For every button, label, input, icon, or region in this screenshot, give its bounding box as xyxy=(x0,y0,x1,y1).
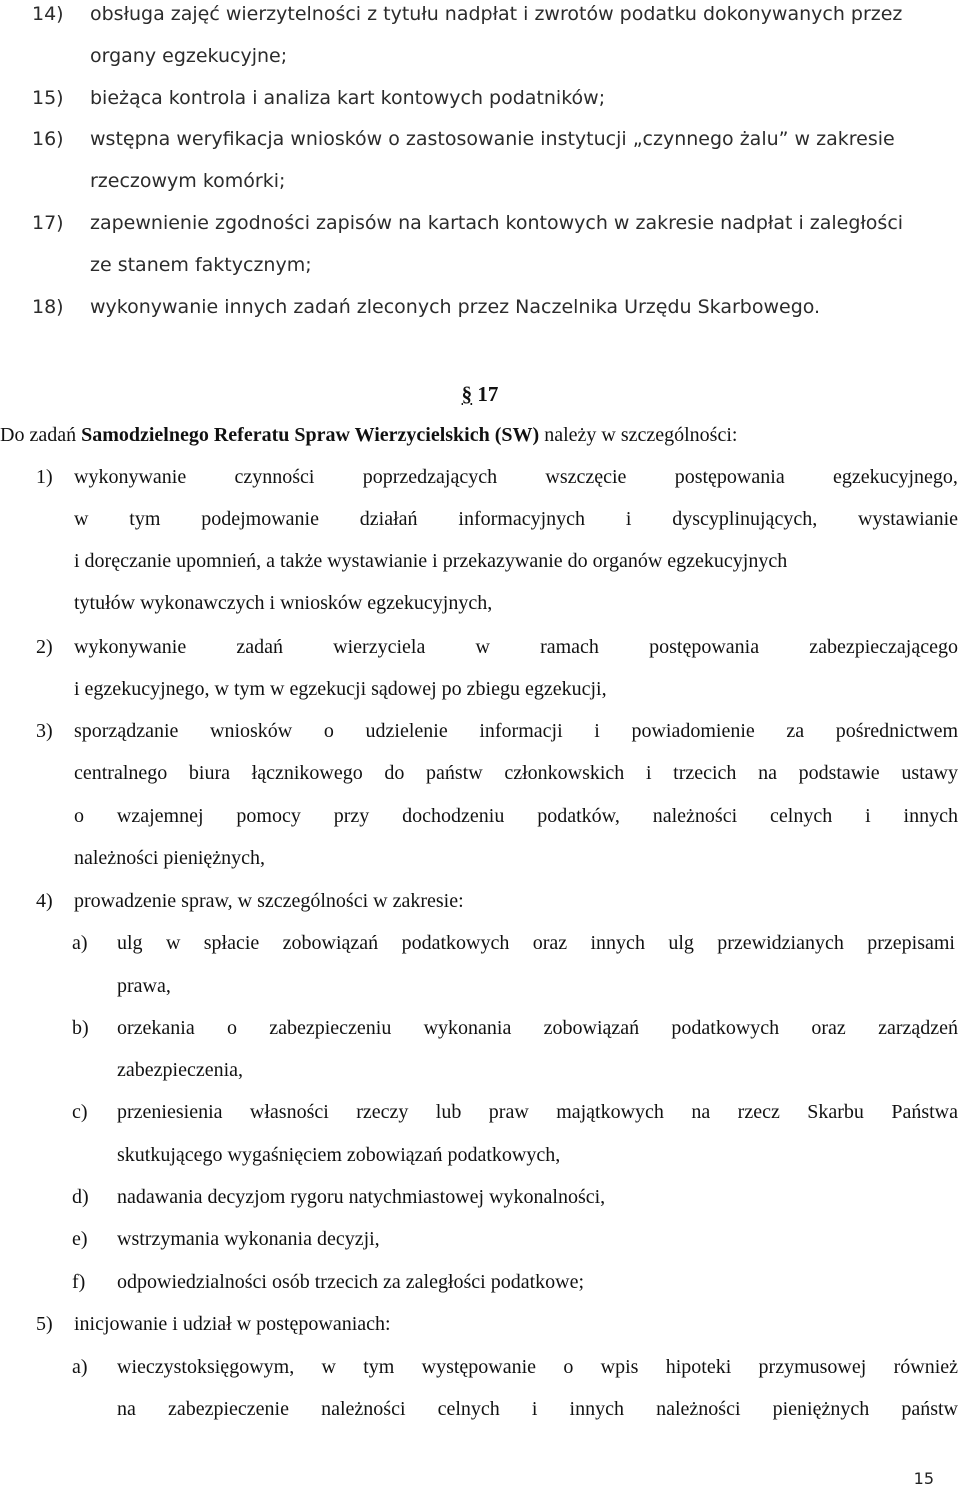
sub-item-text: odpowiedzialności osób trzecich za zaległości podatkowe; xyxy=(117,1271,585,1293)
list-item-text: wykonywanie zadań wierzyciela w ramach postępowania zabezpieczającego xyxy=(74,636,958,658)
sub-item-letter: b) xyxy=(72,1017,89,1039)
item-number: 1) xyxy=(36,466,53,488)
sub-item-text: skutkującego wygaśnięciem zobowiązań podatkowych, xyxy=(117,1144,561,1166)
list-item-text: i doręczanie upomnień, a także wystawianie i przekazywanie do organów egzekucyjnych xyxy=(74,550,788,572)
intro-text: Do zadań xyxy=(0,424,82,446)
item-number: 4) xyxy=(36,890,53,912)
item-number: 17) xyxy=(32,212,64,234)
sub-item-text: na zabezpieczenie należności celnych i innych należności pieniężnych państw xyxy=(117,1398,958,1420)
word: egzekucyjnego, xyxy=(832,466,958,488)
sub-item-letter: d) xyxy=(72,1186,89,1208)
sub-item-text: orzekania o zabezpieczeniu wykonania zobowiązań podatkowych oraz zarządzeń xyxy=(117,1017,958,1039)
sub-item-text: prawa, xyxy=(117,975,171,997)
paragraph-sign: § xyxy=(461,382,473,406)
list-item-text: ze stanem faktycznym; xyxy=(90,254,312,276)
sub-item-text: wstrzymania wykonania decyzji, xyxy=(117,1228,380,1250)
sub-item-letter: e) xyxy=(72,1228,88,1250)
sub-item-text: wieczystoksięgowym, w tym występowanie o wpis hipoteki przymusowej również xyxy=(117,1356,958,1378)
item-number: 3) xyxy=(36,720,53,742)
list-item-text: centralnego biura łącznikowego do państw członkowskich i trzecich na podstawie ustawy xyxy=(74,762,958,784)
list-item-text: należności pieniężnych, xyxy=(74,847,266,869)
list-item-text: obsługa zajęć wierzytelności z tytułu nadpłat i zwrotów podatku dokonywanych przez xyxy=(90,3,903,25)
item-number: 16) xyxy=(32,128,64,150)
unit-name: Samodzielnego Referatu Spraw Wierzycielskich (SW) xyxy=(81,424,540,446)
section-heading xyxy=(0,382,960,407)
sub-item-letter: f) xyxy=(72,1271,86,1293)
list-item-text: wykonywanie innych zadań zleconych przez Naczelnika Urzędu Skarbowego. xyxy=(90,296,821,318)
item-number: 14) xyxy=(32,3,64,25)
list-item-text: organy egzekucyjne; xyxy=(90,45,288,67)
word: poprzedzających xyxy=(362,466,498,488)
list-item-text: tytułów wykonawczych i wniosków egzekucyjnych, xyxy=(74,592,493,614)
sub-item-text: zabezpieczenia, xyxy=(117,1059,244,1081)
sub-item-text: przeniesienia własności rzeczy lub praw majątkowych na rzecz Skarbu Państwa xyxy=(117,1101,958,1123)
section-number: 17 xyxy=(477,382,499,406)
list-item-text: wstępna weryfikacja wniosków o zastosowanie instytucji „czynnego żalu” w zakresie xyxy=(90,128,895,150)
page-number: 15 xyxy=(913,1469,934,1488)
item-number: 15) xyxy=(32,87,64,109)
list-item-text: o wzajemnej pomocy przy dochodzeniu podatków, należności celnych i innych xyxy=(74,805,958,827)
word: wykonywanie xyxy=(74,466,187,488)
list-item-text: prowadzenie spraw, w szczególności w zakresie: xyxy=(74,890,464,912)
section-intro xyxy=(0,424,737,447)
list-item-text: i egzekucyjnego, w tym w egzekucji sądowej po zbiegu egzekucji, xyxy=(74,678,607,700)
word: wszczęcie xyxy=(545,466,627,488)
list-item-text: zapewnienie zgodności zapisów na kartach kontowych w zakresie nadpłat i zaległości xyxy=(90,212,904,234)
item-number: 18) xyxy=(32,296,64,318)
item-number: 2) xyxy=(36,636,53,658)
word: postępowania xyxy=(674,466,785,488)
list-item-text: bieżąca kontrola i analiza kart kontowych podatników; xyxy=(90,87,606,109)
item-number: 5) xyxy=(36,1313,53,1335)
sub-item-text: ulg w spłacie zobowiązań podatkowych oraz innych ulg przewidzianych przepisami xyxy=(117,932,955,954)
sub-item-letter: a) xyxy=(72,1356,88,1378)
sub-item-letter: a) xyxy=(72,932,88,954)
intro-text: należy w szczególności: xyxy=(539,424,738,446)
list-item-text: sporządzanie wniosków o udzielenie informacji i powiadomienie za pośrednictwem xyxy=(74,720,958,742)
list-item-text xyxy=(74,466,958,489)
list-item-text: rzeczowym komórki; xyxy=(90,170,286,192)
word: czynności xyxy=(234,466,315,488)
list-item-text: w tym podejmowanie działań informacyjnych i dyscyplinujących, wystawianie xyxy=(74,508,958,530)
sub-item-letter: c) xyxy=(72,1101,88,1123)
sub-item-text: nadawania decyzjom rygoru natychmiastowej wykonalności, xyxy=(117,1186,606,1208)
list-item-text: inicjowanie i udział w postępowaniach: xyxy=(74,1313,391,1335)
